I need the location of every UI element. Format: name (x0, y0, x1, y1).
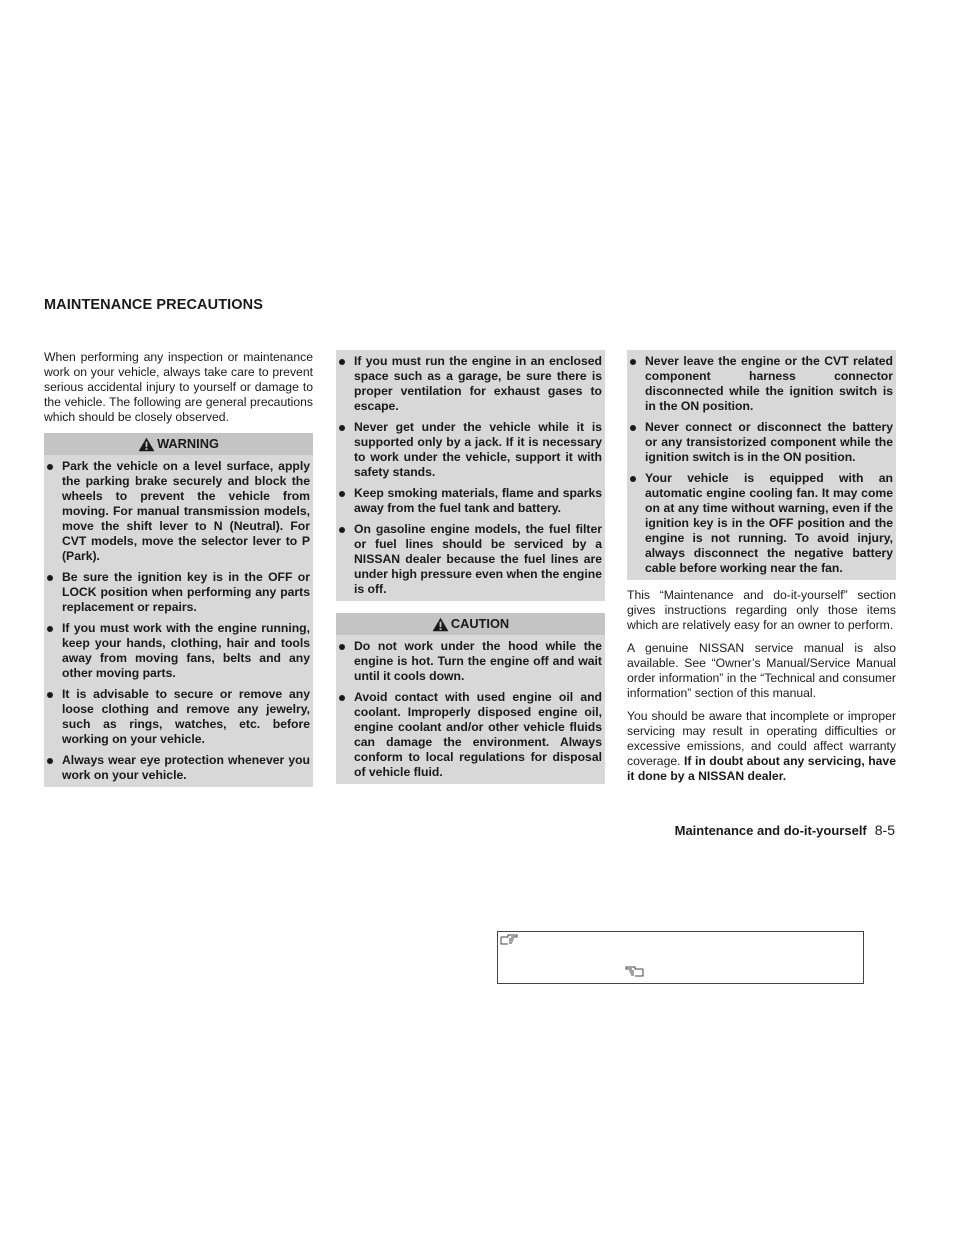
final-paragraph (627, 709, 896, 784)
bullet-icon (630, 359, 636, 365)
bullet-icon (47, 575, 53, 581)
body-paragraph: This “Maintenance and do-it-yourself” section gives instructions regarding only those items which are relatively easy for an owner to perform. (627, 588, 896, 632)
warning-triangle-icon (432, 617, 449, 632)
caution-item-text: Your vehicle is equipped with an automatic engine cooling fan. It may come on at any time without warning, even if the ignition key is in the OFF position and the engine is not running. To avoid injury, always disconnect the negative battery cable before working near the fan. (645, 471, 893, 575)
warning-item-text: Park the vehicle on a level surface, apply the parking brake securely and block the wheels to prevent the vehicle from moving. For manual transmission models, move the shift lever to N (Neutral). For CVT models, move the selector lever to P (Park). (62, 459, 310, 563)
bullet-icon (47, 758, 53, 764)
column-1 (44, 350, 313, 787)
warning-triangle-icon (138, 437, 155, 452)
warning-box-continued (336, 350, 605, 601)
pointing-hand-icon (500, 933, 520, 947)
caution-label: CAUTION (450, 616, 510, 631)
body-paragraph: A genuine NISSAN service manual is also available. See “Owner’s Manual/Service Manual order information” in the “Technical and consumer information” section of this manual. (627, 641, 896, 700)
warning-item (44, 687, 310, 747)
warning-item (44, 621, 310, 681)
caution-header (336, 613, 605, 635)
caution-item (336, 690, 602, 780)
warning-item (44, 570, 310, 615)
warning-item (44, 459, 310, 564)
bullet-icon (339, 359, 345, 365)
warning-item (336, 420, 602, 480)
pointing-hand-icon (624, 966, 644, 979)
caution-item (627, 471, 893, 576)
warning-box (44, 433, 313, 787)
bullet-icon (47, 464, 53, 470)
page-number: 8-5 (874, 822, 895, 838)
bullet-icon (339, 695, 345, 701)
caution-item-text: Do not work under the hood while the engine is hot. Turn the engine off and wait until it cools down. (354, 639, 602, 683)
warning-item-text: Be sure the ignition key is in the OFF or LOCK position when performing any parts replacement or repairs. (62, 570, 310, 614)
caution-item-text: Avoid contact with used engine oil and coolant. Improperly disposed engine oil, engine coolant and/or other vehicle fluids can damage the environment. Always conform to local regulations for disposal of vehicle fluid. (354, 690, 602, 779)
caution-item-text: Never connect or disconnect the battery or any transistorized component while the ignition switch is in the ON position. (645, 420, 893, 464)
warning-item-text: If you must work with the engine running, keep your hands, clothing, hair and tools away from moving fans, belts and any other moving parts. (62, 621, 310, 680)
column-2 (336, 350, 605, 784)
caution-item (627, 354, 893, 414)
warning-item (336, 354, 602, 414)
note-box (497, 931, 864, 984)
bullet-icon (630, 476, 636, 482)
warning-header (44, 433, 313, 455)
caution-item (336, 639, 602, 684)
bullet-icon (630, 425, 636, 431)
final-paragraph-bold: If in doubt about any servicing, have it done by a NISSAN dealer. (627, 754, 896, 783)
warning-item-text: It is advisable to secure or remove any loose clothing and remove any jewelry, such as rings, watches, etc. before working on your vehicle. (62, 687, 310, 746)
warning-item-text: Keep smoking materials, flame and sparks away from the fuel tank and battery. (354, 486, 602, 515)
warning-item-text: Never get under the vehicle while it is supported only by a jack. If it is necessary to work under the vehicle, support it with safety stands. (354, 420, 602, 479)
bullet-icon (47, 692, 53, 698)
page-footer (675, 822, 895, 838)
caution-box (336, 613, 605, 784)
bullet-icon (339, 644, 345, 650)
caution-item-text: Never leave the engine or the CVT related component harness connector disconnected while the ignition switch is in the ON position. (645, 354, 893, 413)
caution-item (627, 420, 893, 465)
warning-item (336, 486, 602, 516)
warning-item-text: Always wear eye protection whenever you work on your vehicle. (62, 753, 310, 782)
bullet-icon (339, 425, 345, 431)
section-title: MAINTENANCE PRECAUTIONS (44, 297, 263, 313)
footer-section-name: Maintenance and do-it-yourself (674, 823, 867, 838)
final-paragraph-text: You should be aware that incomplete or improper servicing may result in operating difficulties or excessive emissions, and could affect warranty coverage. (627, 709, 896, 768)
bullet-icon (339, 527, 345, 533)
column-3 (627, 350, 896, 792)
warning-item (44, 753, 310, 783)
warning-item-text: On gasoline engine models, the fuel filter or fuel lines should be serviced by a NISSAN dealer because the fuel lines are under high pressure even when the engine is off. (354, 522, 602, 596)
warning-item (336, 522, 602, 597)
bullet-icon (47, 626, 53, 632)
intro-paragraph: When performing any inspection or maintenance work on your vehicle, always take care to prevent serious accidental injury to yourself or damage to the vehicle. The following are general precautions which should be closely observed. (44, 350, 313, 424)
caution-box-continued (627, 350, 896, 580)
warning-label: WARNING (157, 436, 219, 451)
warning-item-text: If you must run the engine in an enclosed space such as a garage, be sure there is proper ventilation for exhaust gases to escape. (354, 354, 602, 413)
bullet-icon (339, 491, 345, 497)
